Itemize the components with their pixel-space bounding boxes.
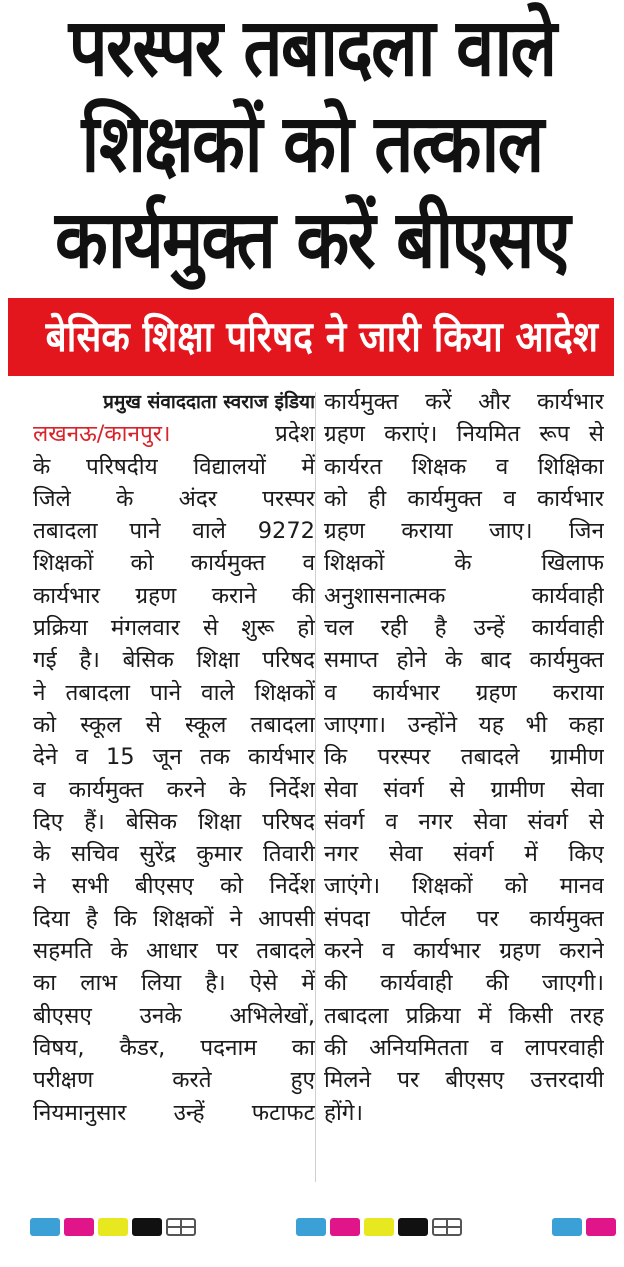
yellow-swatch (364, 1218, 394, 1236)
article-line: सेवा संवर्ग से ग्रामीण सेवा (324, 776, 604, 803)
headline-line-2: शिक्षकों को तत्काल (81, 97, 543, 190)
article-line: नगर सेवा संवर्ग में किए (324, 841, 604, 868)
article-line: अनुशासनात्मक कार्यवाही (324, 582, 604, 609)
yellow-swatch (98, 1218, 128, 1236)
magenta-swatch (586, 1218, 616, 1236)
article-line: के परिषदीय विद्यालयों में (33, 453, 315, 480)
subheadline-banner (8, 298, 614, 376)
article-line: जिले के अंदर परस्पर (33, 485, 315, 512)
article-line: करने व कार्यभार ग्रहण कराने (324, 938, 604, 965)
article-column-left (33, 386, 315, 1129)
article-line: ने तबादला पाने वाले शिक्षकों (33, 679, 315, 706)
article-line: परीक्षण करते हुए (33, 1067, 315, 1094)
article-line: शिक्षकों के खिलाफ (324, 550, 604, 577)
article-column-right (324, 386, 604, 1129)
article-line: की कार्यवाही की जाएगी। (324, 970, 604, 997)
magenta-swatch (330, 1218, 360, 1236)
registration-marks-left (30, 1218, 196, 1238)
article-line: कार्यरत शिक्षक व शिक्षिका (324, 453, 604, 480)
article-line: की अनियमितता व लापरवाही (324, 1034, 604, 1061)
article-line: जाएगा। उन्होंने यह भी कहा (324, 711, 604, 738)
article-line: प्रक्रिया मंगलवार से शुरू हो (33, 615, 315, 642)
article-line: बीएसए उनके अभिलेखों, (33, 1002, 315, 1029)
subheadline-text: बेसिक शिक्षा परिषद ने जारी किया आदेश (45, 312, 599, 361)
article-line: गई है। बेसिक शिक्षा परिषद (33, 647, 315, 674)
crosshair-icon (432, 1218, 462, 1236)
cyan-swatch (296, 1218, 326, 1236)
article-line: मिलने पर बीएसए उत्तरदायी (324, 1067, 604, 1094)
cyan-swatch (30, 1218, 60, 1236)
article-line: देने व 15 जून तक कार्यभार (33, 744, 315, 771)
article-line: समाप्त होने के बाद कार्यमुक्त (324, 647, 604, 674)
article-line: को स्कूल से स्कूल तबादला (33, 711, 315, 738)
article-line: तबादला प्रक्रिया में किसी तरह (324, 1002, 604, 1029)
article-line: तबादला पाने वाले 9272 (33, 518, 315, 545)
article-line: का लाभ लिया है। ऐसे में (33, 970, 315, 997)
article-line: संवर्ग व नगर सेवा संवर्ग से (324, 808, 604, 835)
article-line: शिक्षकों को कार्यमुक्त व (33, 550, 315, 577)
registration-marks-center (296, 1218, 462, 1238)
article-line: दिया है कि शिक्षकों ने आपसी (33, 905, 315, 932)
headline (0, 0, 624, 288)
article-line: के सचिव सुरेंद्र कुमार तिवारी (33, 841, 315, 868)
article-line: ग्रहण कराया जाए। जिन (324, 518, 604, 545)
magenta-swatch (64, 1218, 94, 1236)
byline: प्रमुख संवाददाता स्वराज इंडिया (103, 391, 315, 413)
article-line (33, 418, 315, 450)
article-line: कि परस्पर तबादले ग्रामीण (324, 744, 604, 771)
article-line: व कार्यभार ग्रहण कराया (324, 679, 604, 706)
article-line: कार्यभार ग्रहण कराने की (33, 582, 315, 609)
article-line: संपदा पोर्टल पर कार्यमुक्त (324, 905, 604, 932)
article-line: चल रही है उन्हें कार्यवाही (324, 615, 604, 642)
black-swatch (398, 1218, 428, 1236)
black-swatch (132, 1218, 162, 1236)
headline-line-1: परस्पर तबादला वाले (68, 1, 556, 94)
article-line: दिए हैं। बेसिक शिक्षा परिषद (33, 808, 315, 835)
crosshair-icon (166, 1218, 196, 1236)
article-line: नियमानुसार उन्हें फटाफट (33, 1099, 315, 1126)
column-divider (315, 392, 316, 1182)
registration-marks-right (552, 1218, 616, 1238)
article-line: व कार्यमुक्त करने के निर्देश (33, 776, 315, 803)
article-line: कार्यमुक्त करें और कार्यभार (324, 389, 604, 415)
article-line-text: प्रदेश (274, 421, 315, 448)
headline-line-3: कार्यमुक्त करें बीएसए (54, 193, 570, 286)
article-line: ग्रहण कराएं। नियमित रूप से (324, 421, 604, 448)
dateline: लखनऊ/कानपुर। (33, 421, 171, 448)
article-line: विषय, कैडर, पदनाम का (33, 1034, 315, 1061)
article-line: होंगे। (324, 1099, 363, 1126)
article-line: सहमति के आधार पर तबादले (33, 938, 315, 965)
article-line: ने सभी बीएसए को निर्देश (33, 873, 315, 900)
article-line: जाएंगे। शिक्षकों को मानव (324, 873, 604, 900)
article-line: को ही कार्यमुक्त व कार्यभार (324, 485, 604, 512)
cyan-swatch (552, 1218, 582, 1236)
